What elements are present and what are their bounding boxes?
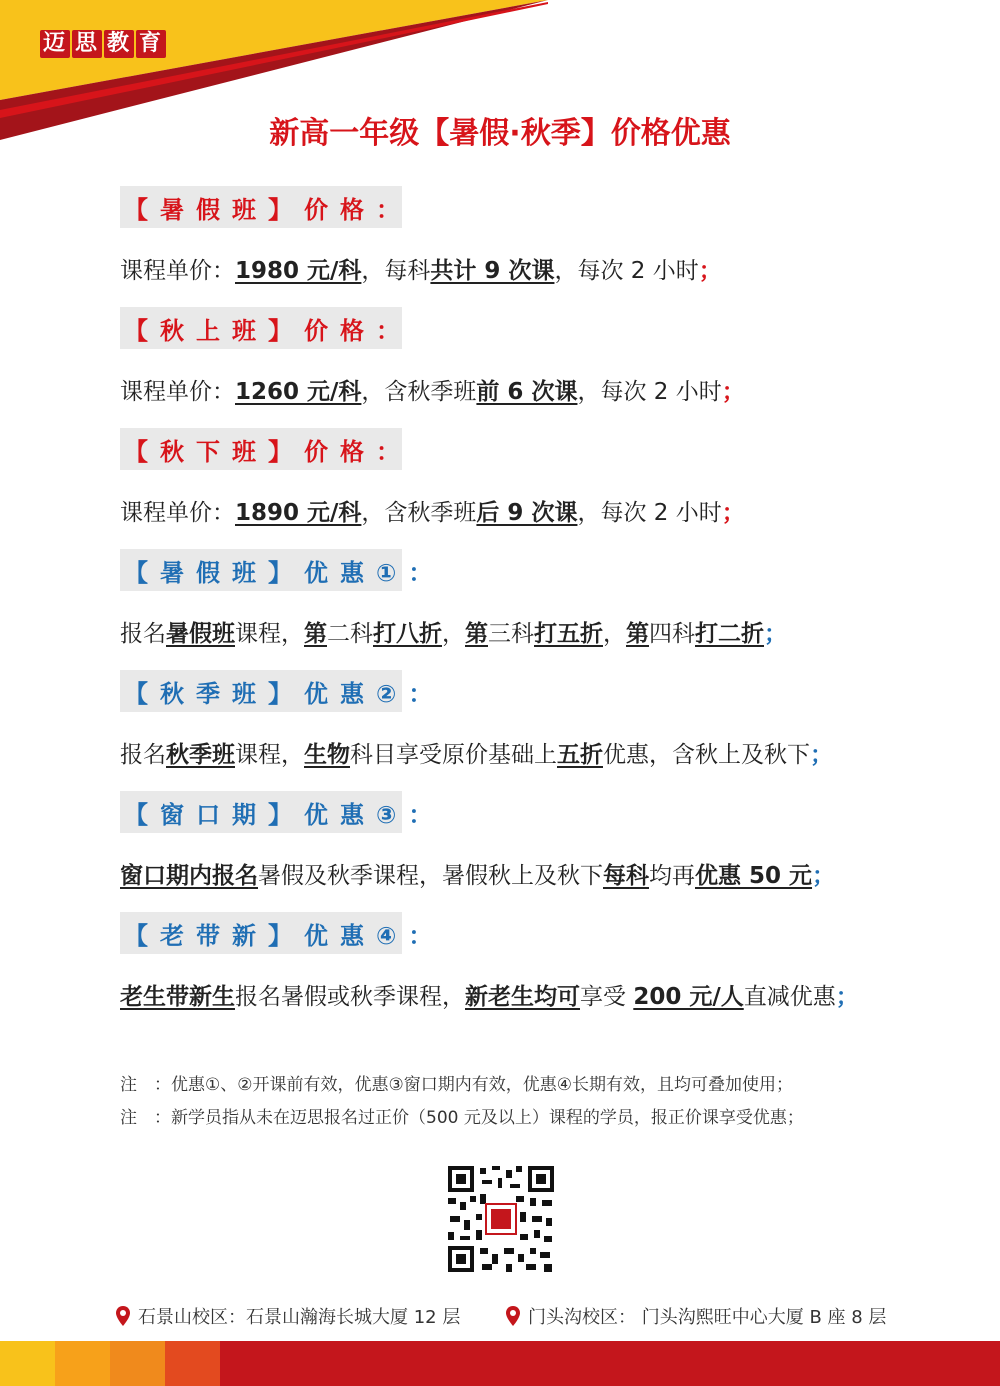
emphasis-text: 打五折 [534,621,603,647]
emphasis-text: 第 [465,621,488,647]
line-end-mark: ； [764,621,787,647]
section-line-autumn-early-price [120,373,745,406]
body-text: ， [442,621,465,647]
body-text: 课程单价： [120,500,235,526]
emphasis-text: 生物 [304,742,350,768]
body-text: 四科 [649,621,695,647]
emphasis-text: 秋季班 [166,742,235,768]
body-text: ，每次 2 小时 [554,258,699,284]
emphasis-text: 1890 元/科 [235,500,362,526]
section-line-window-discount [120,857,835,890]
section-tag-window-discount: 【窗口期】优惠③： [120,791,402,833]
emphasis-text: 每科 [603,863,649,889]
emphasis-text: 窗口期内报名 [120,863,258,889]
body-text: 报名 [120,621,166,647]
emphasis-text: 后 9 次课 [476,500,578,526]
body-text: 报名暑假或秋季课程， [235,984,465,1010]
body-text: 暑假及秋季课程，暑假秋上及秋下 [258,863,603,889]
page-title: 新高一年级【暑假·秋季】价格优惠 [269,116,731,151]
body-text: ，含秋季班 [361,379,477,405]
body-text: 科目享受原价基础上 [350,742,557,768]
section-tag-summer-price: 【暑假班】价格： [120,186,402,228]
line-end-mark: ； [698,258,722,284]
body-text: ，每次 2 小时 [577,379,722,405]
address-text: 石景山校区：石景山瀚海长城大厦 12 层 [138,1307,461,1328]
emphasis-text: 1260 元/科 [235,379,362,405]
body-text: 课程， [235,621,304,647]
logo-char: 育 [136,30,166,58]
note-line: 注 ：优惠①、②开课前有效，优惠③窗口期内有效，优惠④长期有效，且均可叠加使用； [120,1075,793,1095]
body-text: 享受 [580,984,634,1010]
body-text: ，每次 2 小时 [577,500,722,526]
line-end-mark: ； [810,742,833,768]
body-text: 直减优惠 [743,984,836,1010]
section-tag-autumn-early-price: 【秋上班】价格： [120,307,402,349]
body-text: 优惠，含秋上及秋下 [603,742,810,768]
section-tag-referral-discount: 【老带新】优惠④： [120,912,402,954]
body-text: ，每科 [361,258,431,284]
line-end-mark: ； [721,379,745,405]
body-text: 报名 [120,742,166,768]
emphasis-text: 1980 元/科 [235,258,362,284]
emphasis-text: 新老生均可 [465,984,580,1010]
body-text: ， [603,621,626,647]
emphasis-text: 共计 9 次课 [430,258,555,284]
section-tag-autumn-discount: 【秋季班】优惠②： [120,670,402,712]
emphasis-text: 暑假班 [166,621,235,647]
footer-color-bar [0,1341,1000,1386]
logo-char: 教 [104,30,134,58]
line-end-mark: ； [721,500,745,526]
body-text: ，含秋季班 [361,500,477,526]
body-text: 课程单价： [120,379,235,405]
location-pin-icon [506,1306,520,1326]
note-line: 注 ：新学员指从未在迈思报名过正价（500 元及以上）课程的学员，报正价课享受优惠； [120,1108,804,1128]
address-shijingshan [116,1303,460,1329]
section-tag-summer-discount: 【暑假班】优惠①： [120,549,402,591]
logo-char: 思 [72,30,102,58]
body-text: 课程， [235,742,304,768]
emphasis-text: 优惠 50 元 [695,863,813,889]
emphasis-text: 第 [626,621,649,647]
body-text: 课程单价： [120,258,235,284]
section-tag-autumn-late-price: 【秋下班】价格： [120,428,402,470]
emphasis-text: 打八折 [373,621,442,647]
emphasis-text: 老生带新生 [120,984,235,1010]
line-end-mark: ； [812,863,836,889]
address-mentougou [506,1303,886,1329]
emphasis-text: 200 元/人 [633,984,744,1010]
address-text: 门头沟校区： 门头沟熙旺中心大厦 B 座 8 层 [528,1307,887,1328]
emphasis-text: 前 6 次课 [476,379,578,405]
body-text: 三科 [488,621,534,647]
emphasis-text: 打二折 [695,621,764,647]
location-pin-icon [116,1306,130,1326]
emphasis-text: 五折 [557,742,603,768]
section-line-autumn-late-price [120,494,745,527]
line-end-mark: ； [835,984,859,1010]
qr-code-icon [446,1164,556,1274]
section-line-summer-price [120,252,722,285]
logo-char: 迈 [40,30,70,58]
section-line-referral-discount [120,978,859,1011]
section-line-summer-discount [120,615,787,648]
section-line-autumn-discount [120,736,833,769]
emphasis-text: 第 [304,621,327,647]
brand-logo [40,30,166,58]
body-text: 二科 [327,621,373,647]
body-text: 均再 [649,863,695,889]
